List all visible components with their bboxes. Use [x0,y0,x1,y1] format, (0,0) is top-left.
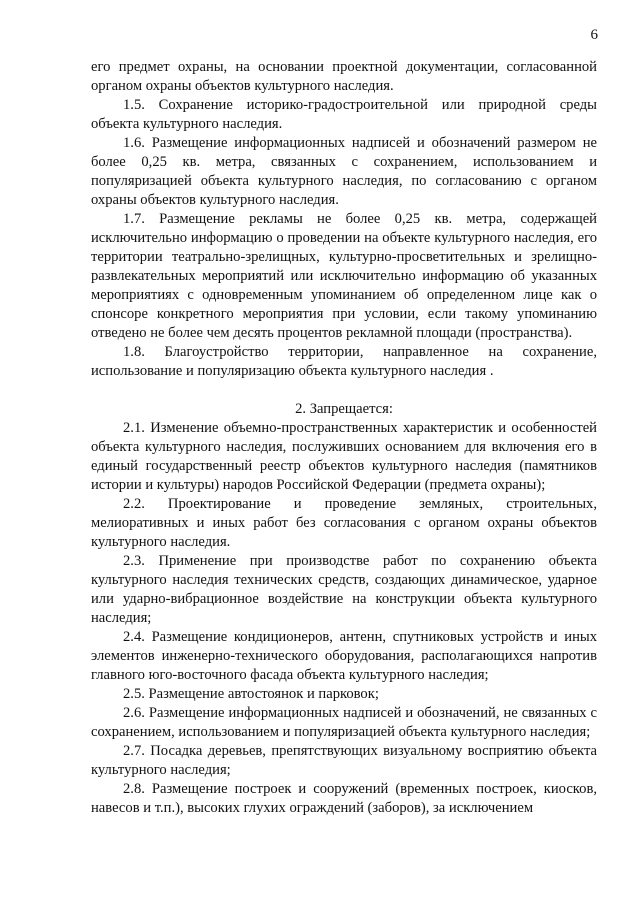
paragraph-2-5: 2.5. Размещение автостоянок и парковок; [123,686,379,702]
page-number: 6 [590,27,598,43]
paragraph-1-7: 1.7. Размещение рекламы не более 0,25 кв. метра, содержащей исключительно информацию о проведении на объекте культурного наследия, его территории театрально-зрелищных, культурно-просветительных и зрелищно-развлекательных мероприятий или исключительно информацию об указанных мероприятиях с одновременным упоминанием об определенном лице как о спонсоре конкретного мероприятия при условии, если такому упоминанию отведено не более чем десять процентов рекламной площади (пространства). [91,211,597,341]
paragraph-continuation: его предмет охраны, на основании проектной документации, согласованной органом охраны объектов культурного наследия. [91,59,597,94]
paragraph-2-6: 2.6. Размещение информационных надписей и обозначений, не связанных с сохранением, использованием и популяризацией объекта культурного наследия; [91,705,597,740]
section-heading: 2. Запрещается: [295,401,393,417]
paragraph-1-5: 1.5. Сохранение историко-градостроительной или природной среды объекта культурного наследия. [91,97,597,132]
document-body [91,58,597,818]
paragraph-2-1: 2.1. Изменение объемно-пространственных характеристик и особенностей объекта культурного наследия, послуживших основанием для включения его в единый государственный реестр объектов культурного наследия (памятников истории и культуры) народов Российской Федерации (предмета охраны); [91,420,597,493]
paragraph-1-8: 1.8. Благоустройство территории, направленное на сохранение, использование и популяризацию объекта культурного наследия . [91,344,597,379]
paragraph-1-6: 1.6. Размещение информационных надписей и обозначений размером не более 0,25 кв. метра, связанных с сохранением, использованием и популяризацией объекта культурного наследия, по согласованию с органом охраны объектов культурного наследия. [91,135,597,208]
paragraph-2-3: 2.3. Применение при производстве работ по сохранению объекта культурного наследия технических средств, создающих динамическое, ударное или ударно-вибрационное воздействие на конструкции объекта культурного наследия; [91,553,597,626]
paragraph-2-2: 2.2. Проектирование и проведение земляных, строительных, мелиоративных и иных работ без согласования с органом охраны объектов культурного наследия. [91,496,597,550]
paragraph-2-4: 2.4. Размещение кондиционеров, антенн, спутниковых устройств и иных элементов инженерно-технического оборудования, располагающихся напротив главного юго-восточного фасада объекта культурного наследия; [91,629,597,683]
paragraph-2-8: 2.8. Размещение построек и сооружений (временных построек, киосков, навесов и т.п.), высоких глухих ограждений (заборов), за исключением [91,781,597,816]
paragraph-2-7: 2.7. Посадка деревьев, препятствующих визуальному восприятию объекта культурного наследия; [91,743,597,778]
